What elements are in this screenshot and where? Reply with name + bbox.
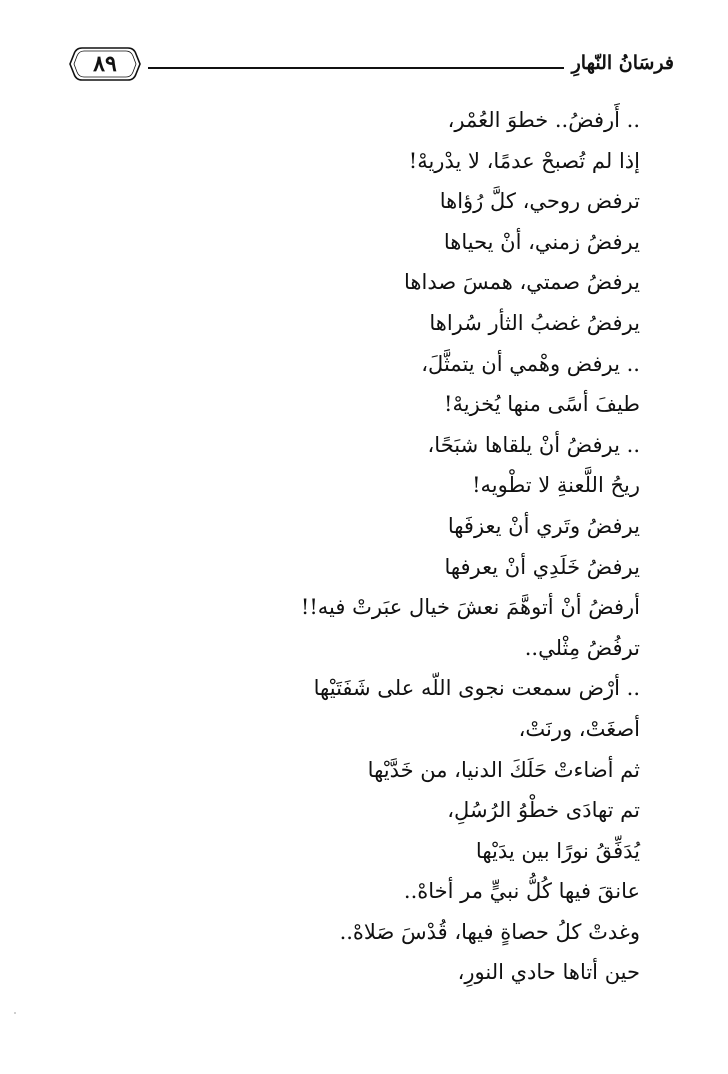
poem-line: ترفُضُ مِثْلي.. bbox=[524, 635, 640, 660]
poem-line: يرفضُ زمني، أنْ يحياها bbox=[443, 229, 640, 254]
poem-line: ثم أضاءتْ حَلَكَ الدنيا، من خَدَّيْها bbox=[367, 757, 640, 782]
header-rule bbox=[148, 67, 564, 69]
poem-line: أرفضُ أنْ أتوهَّمَ نعشَ خيال عبَرتْ فيه!! bbox=[300, 595, 640, 620]
poem-line: تم تهادَى خطْوُ الرُسُلِ، bbox=[447, 798, 640, 823]
poem-line: .. أَرفضُ.. خطوَ العُمْر، bbox=[447, 108, 640, 132]
poem-line: ترفض روحي، كلَّ رُؤاها bbox=[439, 189, 640, 214]
poem-line: حين أتاها حادي النورِ، bbox=[457, 960, 640, 985]
poem-line: أصغَتْ، ورنَتْ، bbox=[518, 716, 640, 741]
poem-line: طيفَ أسًى منها يُخزيهْ! bbox=[444, 392, 640, 417]
page-header bbox=[68, 44, 674, 90]
poem-line: إذا لم تُصبحْ عدمًا، لا يدْريهْ! bbox=[408, 148, 640, 173]
poem-line: .. يرفضُ أنْ يلقاها شبَحًا، bbox=[427, 432, 640, 457]
poem-line: .. أرْض سمعت نجوى اللّه على شَفَتَيْها bbox=[313, 676, 640, 701]
poem-line: يرفضُ غضبُ الثأر سُراها bbox=[429, 310, 640, 335]
poem-body bbox=[80, 100, 640, 993]
running-title: فرسَانُ النّهارِ bbox=[571, 52, 674, 74]
poem-line: يرفضُ صمتي، همسَ صداها bbox=[404, 270, 640, 295]
poem-line: .. يرفض وهْمي أن يتمثَّلَ، bbox=[421, 351, 640, 376]
poem-line: يُدَفِّقُ نورًا بين يدَيْها bbox=[475, 838, 640, 863]
poem-line: وغدتْ كلُ حصاةٍ فيها، قُدْسَ صَلاهْ.. bbox=[339, 919, 640, 944]
page-number-frame bbox=[68, 44, 142, 84]
margin-speck bbox=[14, 1012, 16, 1014]
poem-line: ريحُ اللَّعنةِ لا تطْويه! bbox=[472, 473, 640, 498]
poem-line: عانقَ فيها كُلُّ نبيٍّ مر أخاهْ.. bbox=[403, 879, 640, 904]
page-number: ٨٩ bbox=[93, 51, 117, 77]
poem-line: يرفضُ وتَري أنْ يعزفَها bbox=[447, 513, 640, 538]
poem-line: يرفضُ خَلَدِي أنْ يعرفها bbox=[444, 554, 640, 579]
